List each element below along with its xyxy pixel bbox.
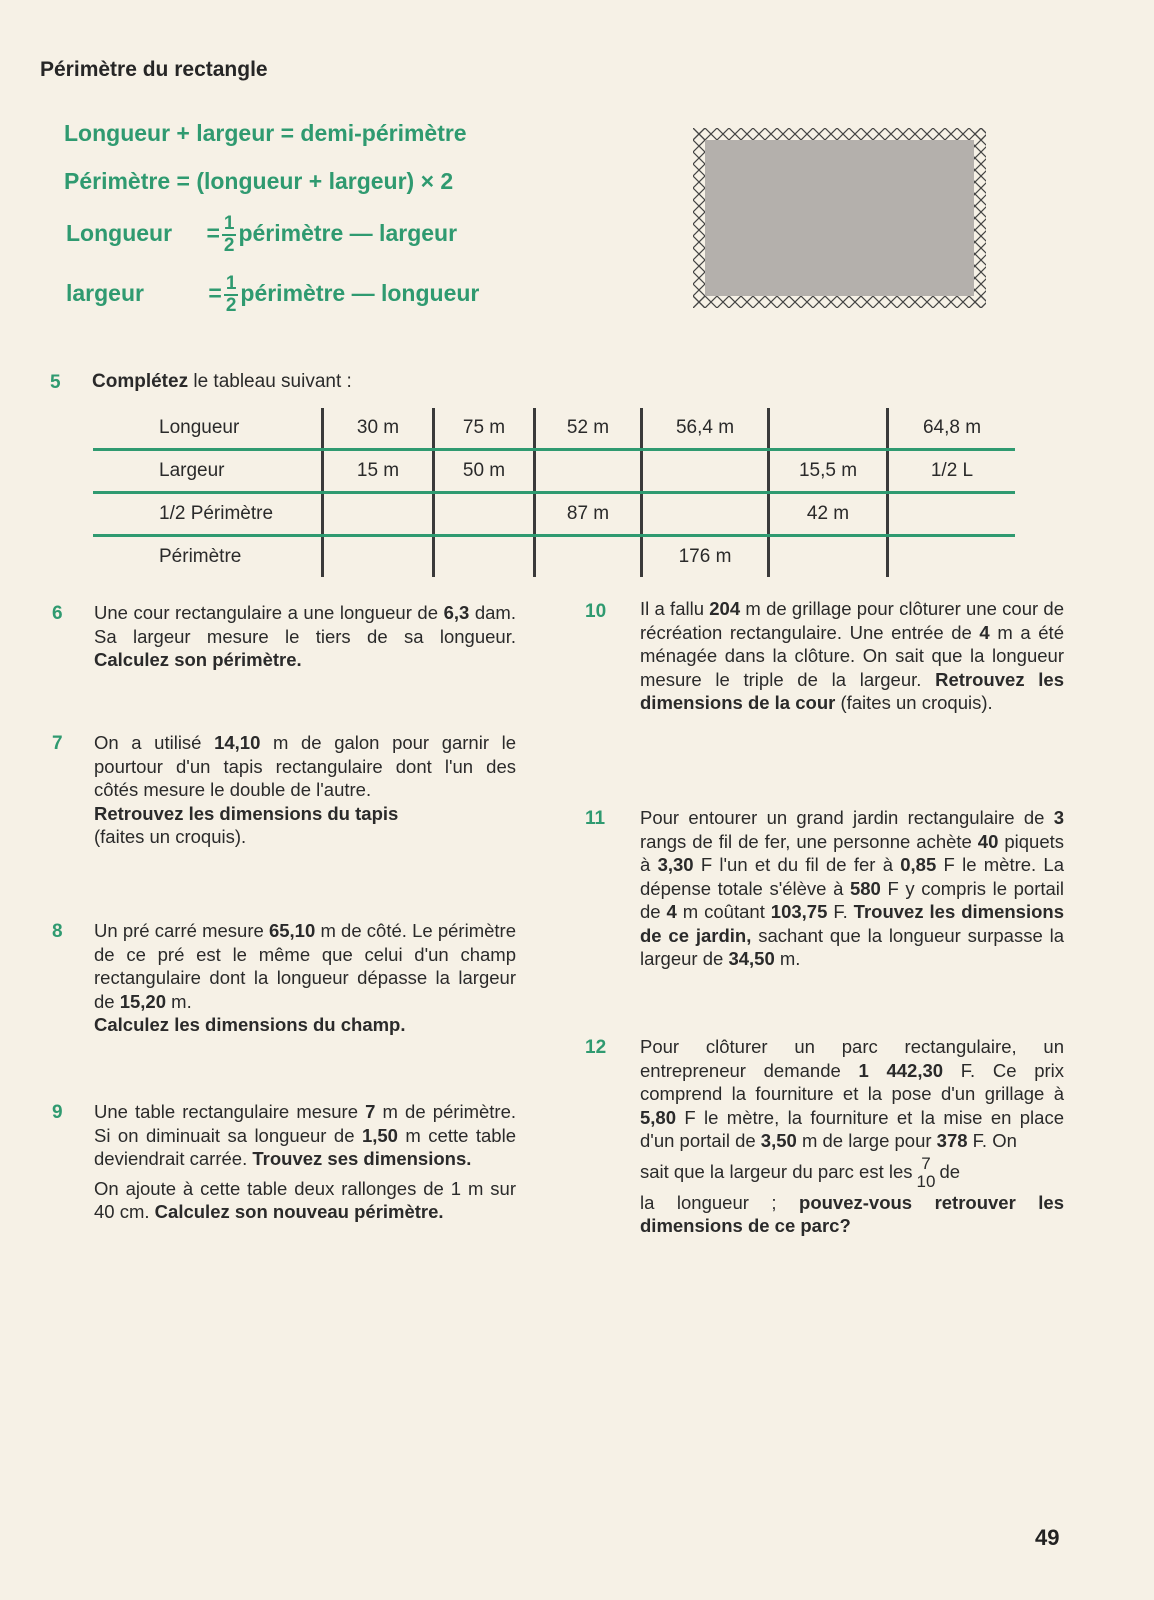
page-title: Périmètre du rectangle — [40, 58, 268, 81]
text-span: Pour entourer un grand jardin rectangulaire de — [640, 807, 1054, 828]
bold-span: 15,20 — [119, 990, 167, 1012]
bold-span: 204 — [709, 598, 741, 619]
text-span: F le mètre, la fourniture et la mise en place d'un portail de — [640, 1106, 1064, 1151]
bold-span: Calculez les dimensions du champ. — [94, 1014, 406, 1035]
half-fraction — [224, 274, 239, 316]
table-cell — [434, 536, 535, 578]
table-cell — [642, 493, 769, 536]
text-span: F. Ce prix comprend la fourniture et la pose d'un grillage à — [640, 1059, 1065, 1104]
text-span: (faites un croquis). — [94, 826, 247, 847]
exercise-12-number: 12 — [585, 1037, 607, 1058]
table-cell — [888, 493, 1016, 536]
text-span: m de large pour — [796, 1130, 937, 1151]
bold-span: 34,50 — [728, 948, 775, 969]
text-span: dam. Sa largeur mesure le tiers de sa longueur. — [94, 602, 516, 647]
text-span: m a été ménagée dans la clôture. On sait que la longueur mesure le triple de la largeur. — [640, 621, 1064, 690]
text-span: On a utilisé — [94, 732, 215, 753]
bold-span: 4 — [666, 901, 677, 922]
bold-span: Calculez son périmètre. — [94, 649, 302, 670]
bold-span: Trouvez les dimensions de ce jardin, — [640, 901, 1064, 946]
exercise-11-number: 11 — [585, 808, 606, 829]
text-span: F. — [827, 901, 854, 922]
exercise-5-rest: le tableau suivant : — [188, 371, 352, 392]
text-span: Une cour rectangulaire a une longueur de — [94, 602, 444, 623]
exercise-6-number: 6 — [52, 603, 63, 624]
exercise-9-number: 9 — [52, 1102, 63, 1123]
fraction-denominator: 2 — [225, 295, 237, 316]
bold-span: 5,80 — [640, 1106, 677, 1128]
row-label: Longueur — [93, 408, 323, 450]
formula-width-right: périmètre — longueur — [240, 280, 480, 307]
bold-span: 4 — [979, 621, 990, 643]
formula-length-eq: = — [206, 220, 220, 247]
row-label: Périmètre — [159, 546, 242, 567]
bold-span: 3,30 — [657, 854, 694, 875]
text-span: F. On — [967, 1130, 1017, 1151]
table-cell: 30 m — [323, 408, 434, 450]
text-span: m. — [166, 990, 192, 1012]
bold-span: 65,10 — [268, 920, 316, 941]
table-row — [93, 450, 1015, 493]
table-cell — [769, 536, 888, 578]
table-cell: 1/2 L — [888, 450, 1016, 493]
exercise-6-text — [94, 601, 516, 672]
fraction-numerator: 7 — [921, 1153, 931, 1173]
text-span: Il a fallu — [640, 598, 710, 619]
exercise-12-text — [640, 1035, 1064, 1238]
text-span: rangs de fil de fer, une personne achète — [640, 830, 978, 852]
bold-span: pouvez-vous retrouver les dimensions de ce parc? — [640, 1191, 1065, 1236]
bold-span: 378 — [936, 1130, 968, 1151]
formula-half-perimeter: Longueur + largeur = demi-périmètre — [64, 120, 467, 146]
fraction-numerator: 1 — [223, 213, 235, 234]
bold-span: 1 442,30 — [858, 1059, 944, 1081]
bold-span: 3 — [1053, 807, 1064, 828]
row-label: 1/2 Périmètre — [93, 493, 323, 536]
exercise-8-text — [94, 919, 516, 1037]
table-cell: 176 m — [642, 536, 769, 578]
bold-span: Calculez son nouveau périmètre. — [154, 1201, 444, 1222]
text-span: Une table rectangulaire mesure — [94, 1101, 366, 1122]
bold-span: 0,85 — [900, 854, 937, 875]
bold-span: Trouvez ses dimensions. — [252, 1148, 472, 1169]
text-span: m coûtant — [676, 901, 771, 922]
text-span: (faites un croquis). — [835, 692, 993, 713]
text-span: F y compris le portail de — [640, 877, 1064, 922]
exercise-5-bold: Complétez — [92, 371, 189, 392]
exercise-10-number: 10 — [585, 601, 607, 622]
formula-length-left: Longueur — [66, 220, 173, 247]
table-cell — [535, 450, 642, 493]
bold-span: Retrouvez les dimensions du tapis — [94, 802, 399, 824]
text-span: sachant que la longueur surpasse la largeur de — [640, 924, 1064, 969]
fenced-rectangle-illustration — [693, 128, 986, 308]
bold-span: 580 — [849, 877, 881, 899]
table-cell: 56,4 m — [642, 408, 769, 450]
formula-perimeter: Périmètre = (longueur + largeur) × 2 — [64, 168, 454, 194]
table-cell — [888, 536, 1016, 578]
table-cell: 75 m — [434, 408, 535, 450]
exercise-10-text — [640, 597, 1064, 715]
bold-span: 40 — [977, 830, 999, 852]
table-row — [93, 408, 1015, 450]
formula-width-left: largeur — [66, 280, 144, 307]
formula-length-right: périmètre — largeur — [238, 220, 458, 247]
table-cell: 50 m — [434, 450, 535, 493]
table-cell — [434, 493, 535, 536]
exercise-9-text — [94, 1100, 516, 1224]
table-cell — [535, 536, 642, 578]
table-row — [93, 493, 1015, 536]
exercise-7-number: 7 — [52, 733, 63, 754]
text-span: Pour clôturer un parc rectangulaire, un entrepreneur demande — [640, 1036, 1064, 1081]
table-cell: 64,8 m — [888, 408, 1016, 450]
text-span: m de grillage pour clôturer une cour de récréation rectangulaire. Une entrée de — [640, 598, 1064, 643]
exercise-5-number: 5 — [50, 372, 61, 393]
bold-span: 103,75 — [770, 901, 828, 922]
row-label: Largeur — [93, 450, 323, 493]
table-cell — [769, 408, 888, 450]
half-fraction — [222, 214, 237, 256]
table-cell — [323, 536, 434, 578]
table-cell: 87 m — [535, 493, 642, 536]
table-cell: 52 m — [535, 408, 642, 450]
fraction-denominator: 10 — [916, 1171, 936, 1191]
seven-tenths-fraction — [917, 1155, 936, 1191]
bold-span: 3,50 — [760, 1130, 797, 1151]
text-span: F le mètre. La dépense totale s'élève à — [640, 854, 1065, 899]
table-cell: 15,5 m — [769, 450, 888, 493]
exercise-11-text — [640, 806, 1064, 971]
formula-length — [66, 214, 457, 256]
formula-width — [66, 274, 479, 316]
table-cell: 15 m — [323, 450, 434, 493]
exercise-8-number: 8 — [52, 921, 63, 942]
bold-span: 14,10 — [214, 732, 261, 753]
table-cell — [642, 450, 769, 493]
bold-span: 7 — [365, 1101, 376, 1122]
text-span: m. — [774, 948, 801, 969]
fraction-numerator: 1 — [225, 273, 237, 294]
exercise-5-instruction — [92, 370, 352, 394]
text-span: piquets à — [640, 830, 1064, 875]
text-span: m cette table deviendrait carrée. — [94, 1124, 516, 1169]
text-span: m de galon pour garnir le pourtour d'un tapis rectangulaire dont l'un des côtés mesure le double de l'autre. — [94, 732, 516, 800]
table-cell — [323, 493, 434, 536]
text-span: de — [939, 1160, 961, 1182]
exercise-7-text — [94, 731, 516, 849]
page-number: 49 — [1035, 1525, 1060, 1550]
text-span: m de côté. Le périmètre de ce pré est le même que celui d'un champ rectangulaire dont la longueur dépasse la largeur de — [94, 920, 516, 1012]
text-span: On ajoute à cette table deux rallonges de 1 m sur 40 cm. — [94, 1177, 516, 1222]
bold-span: Retrouvez les dimensions de la cour — [640, 668, 1064, 713]
perimeter-table — [93, 408, 1015, 577]
bold-span: 1,50 — [361, 1124, 398, 1146]
text-span: sait que la largeur du parc est les — [640, 1160, 913, 1182]
fraction-denominator: 2 — [223, 235, 235, 256]
text-span: la longueur ; — [640, 1191, 800, 1213]
text-span: Un pré carré mesure — [94, 920, 269, 941]
bold-span: 6,3 — [443, 602, 470, 623]
table-row — [93, 536, 1015, 578]
table-cell: 42 m — [769, 493, 888, 536]
text-span: m de périmètre. Si on diminuait sa longueur de — [94, 1101, 516, 1146]
text-span: F l'un et du fil de fer à — [693, 854, 901, 875]
formula-width-eq: = — [208, 280, 222, 307]
